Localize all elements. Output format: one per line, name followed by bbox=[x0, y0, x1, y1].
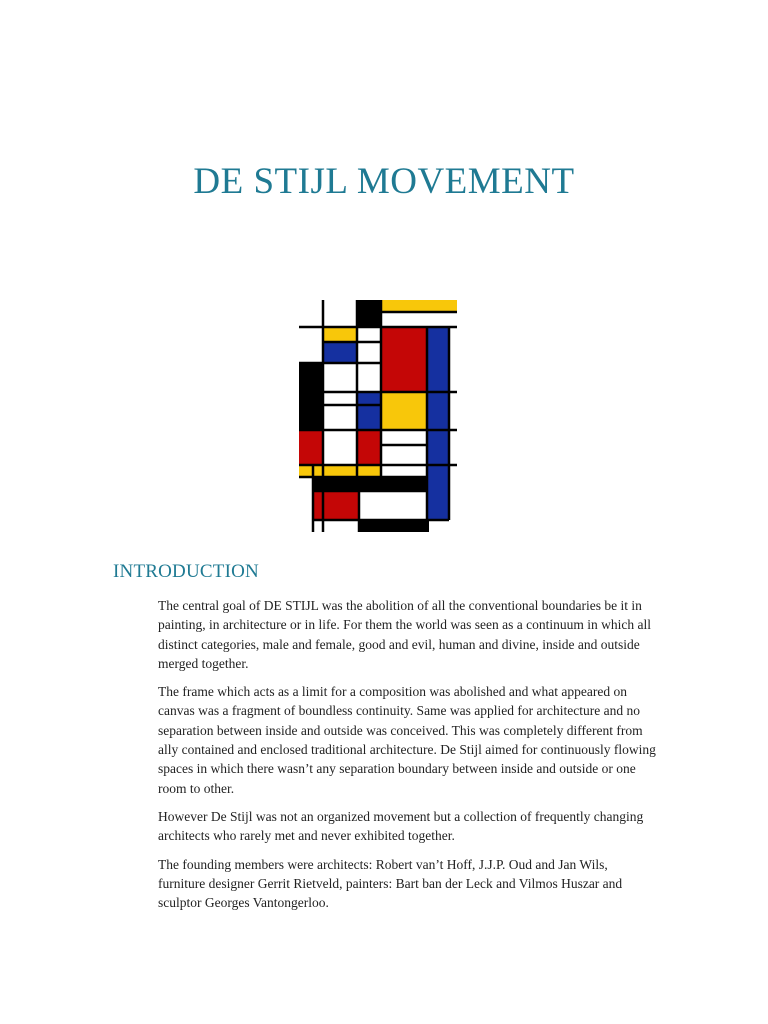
color-block bbox=[357, 430, 381, 465]
color-block bbox=[427, 327, 449, 520]
color-block bbox=[381, 300, 457, 312]
color-block bbox=[357, 392, 381, 430]
color-block bbox=[313, 477, 427, 491]
paragraph: The frame which acts as a limit for a composition was abolished and what appeared on canvas was a fragment of boundless continuity. Same was applied for architecture and no separation between inside and outside was conceived. This was completely different from ally contained and enclosed traditional architecture. De Stijl aimed for continuously flowing spaces in which there wasn’t any separation boundary between inside and outside or one room to other. bbox=[158, 684, 656, 796]
section-body bbox=[158, 596, 658, 921]
paragraph: The central goal of DE STIJL was the abolition of all the conventional boundaries be it in painting, in architecture or in life. For them the world was seen as a continuum in which all distinct categories, male and female, good and evil, human and divine, inside and outside merged together. bbox=[158, 598, 651, 671]
color-block bbox=[299, 465, 381, 477]
section-heading: INTRODUCTION bbox=[113, 561, 259, 582]
page-title: DE STIJL MOVEMENT bbox=[193, 161, 575, 202]
color-block bbox=[299, 430, 323, 465]
color-block bbox=[323, 343, 357, 363]
color-block bbox=[323, 327, 357, 342]
color-block bbox=[299, 363, 323, 430]
color-block bbox=[359, 520, 429, 532]
mondrian-composition-icon bbox=[299, 300, 457, 532]
color-block bbox=[357, 300, 381, 327]
paragraph: The founding members were architects: Robert van’t Hoff, J.J.P. Oud and Jan Wils, furniture designer Gerrit Rietveld, painters: Bart ban der Leck and Vilmos Huszar and sculptor Georges Vantongerloo. bbox=[158, 856, 623, 911]
color-block bbox=[381, 392, 427, 430]
paragraph: However De Stijl was not an organized movement but a collection of frequently changing architects who rarely met and never exhibited together. bbox=[158, 808, 644, 844]
color-block bbox=[381, 327, 427, 392]
color-block bbox=[313, 491, 359, 520]
